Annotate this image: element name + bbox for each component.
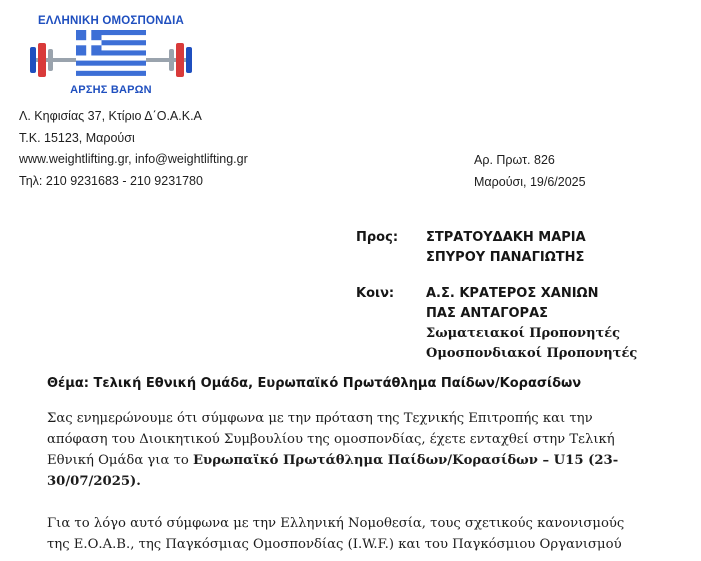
body-paragraph: [47, 408, 687, 492]
to-recipient: ΣΤΡΑΤΟΥΔΑΚΗ ΜΑΡΙΑ: [426, 230, 586, 245]
cc-recipient: Σωματειακοί Προπονητές: [426, 326, 621, 341]
body-paragraph: [47, 513, 687, 555]
body-line: Σας ενημερώνουμε ότι σύμφωνα με την πρόταση της Τεχνικής Επιτροπής και την: [47, 411, 593, 426]
body-line: [47, 450, 687, 471]
body-text: Εθνική Ομάδα για το: [47, 453, 193, 468]
cc-label: Κοιν:: [356, 286, 395, 301]
barbell-flag-icon: [26, 28, 196, 84]
to-recipient: ΣΠΥΡΟΥ ΠΑΝΑΓΙΩΤΗΣ: [426, 250, 585, 265]
championship-dates: 30/07/2025).: [47, 474, 141, 489]
cc-recipient: Α.Σ. ΚΡΑΤΕΡΟΣ ΧΑΝΙΩΝ: [426, 286, 599, 301]
logo-bottom-text: ΑΡΣΗΣ ΒΑΡΩΝ: [70, 84, 152, 96]
place-date: Μαρούσι, 19/6/2025: [474, 174, 586, 189]
body-line: της Ε.Ο.Α.Β., της Παγκόσμιας Ομοσπονδίας (I.W.F.) και του Παγκόσμιου Οργανισμού: [47, 537, 622, 552]
sender-phone: Τηλ: 210 9231683 - 210 9231780: [19, 173, 203, 188]
subject-line: Θέμα: Τελική Εθνική Ομάδα, Ευρωπαϊκό Πρωτάθλημα Παίδων/Κορασίδων: [47, 376, 582, 391]
sender-postal: Τ.Κ. 15123, Μαρούσι: [19, 130, 135, 145]
cc-recipient: ΠΑΣ ΑΝΤΑΓΟΡΑΣ: [426, 306, 549, 321]
sender-details: [19, 106, 248, 192]
sender-web-email: www.weightlifting.gr, info@weightlifting.gr: [19, 152, 248, 166]
reference-block: [474, 150, 586, 193]
championship-title: Ευρωπαϊκό Πρωτάθλημα Παίδων/Κορασίδων – U15 (23-: [193, 453, 619, 468]
sender-address: Λ. Κηφισίας 37, Κτίριο Δ΄Ο.Α.Κ.Α: [19, 109, 202, 123]
federation-logo: [26, 10, 196, 98]
to-label: Προς:: [356, 230, 399, 245]
protocol-number: Αρ. Πρωτ. 826: [474, 153, 555, 167]
body-line: Για το λόγο αυτό σύμφωνα με την Ελληνική Νομοθεσία, τους σχετικούς κανονισμούς: [47, 516, 625, 531]
cc-recipient: Ομοσπονδιακοί Προπονητές: [426, 346, 638, 361]
body-line: απόφαση του Διοικητικού Συμβουλίου της ομοσπονδίας, έχετε ενταχθεί στην Τελική: [47, 432, 615, 447]
logo-top-text: ΕΛΛΗΝΙΚΗ ΟΜΟΣΠΟΝΔΙΑ: [37, 15, 185, 27]
